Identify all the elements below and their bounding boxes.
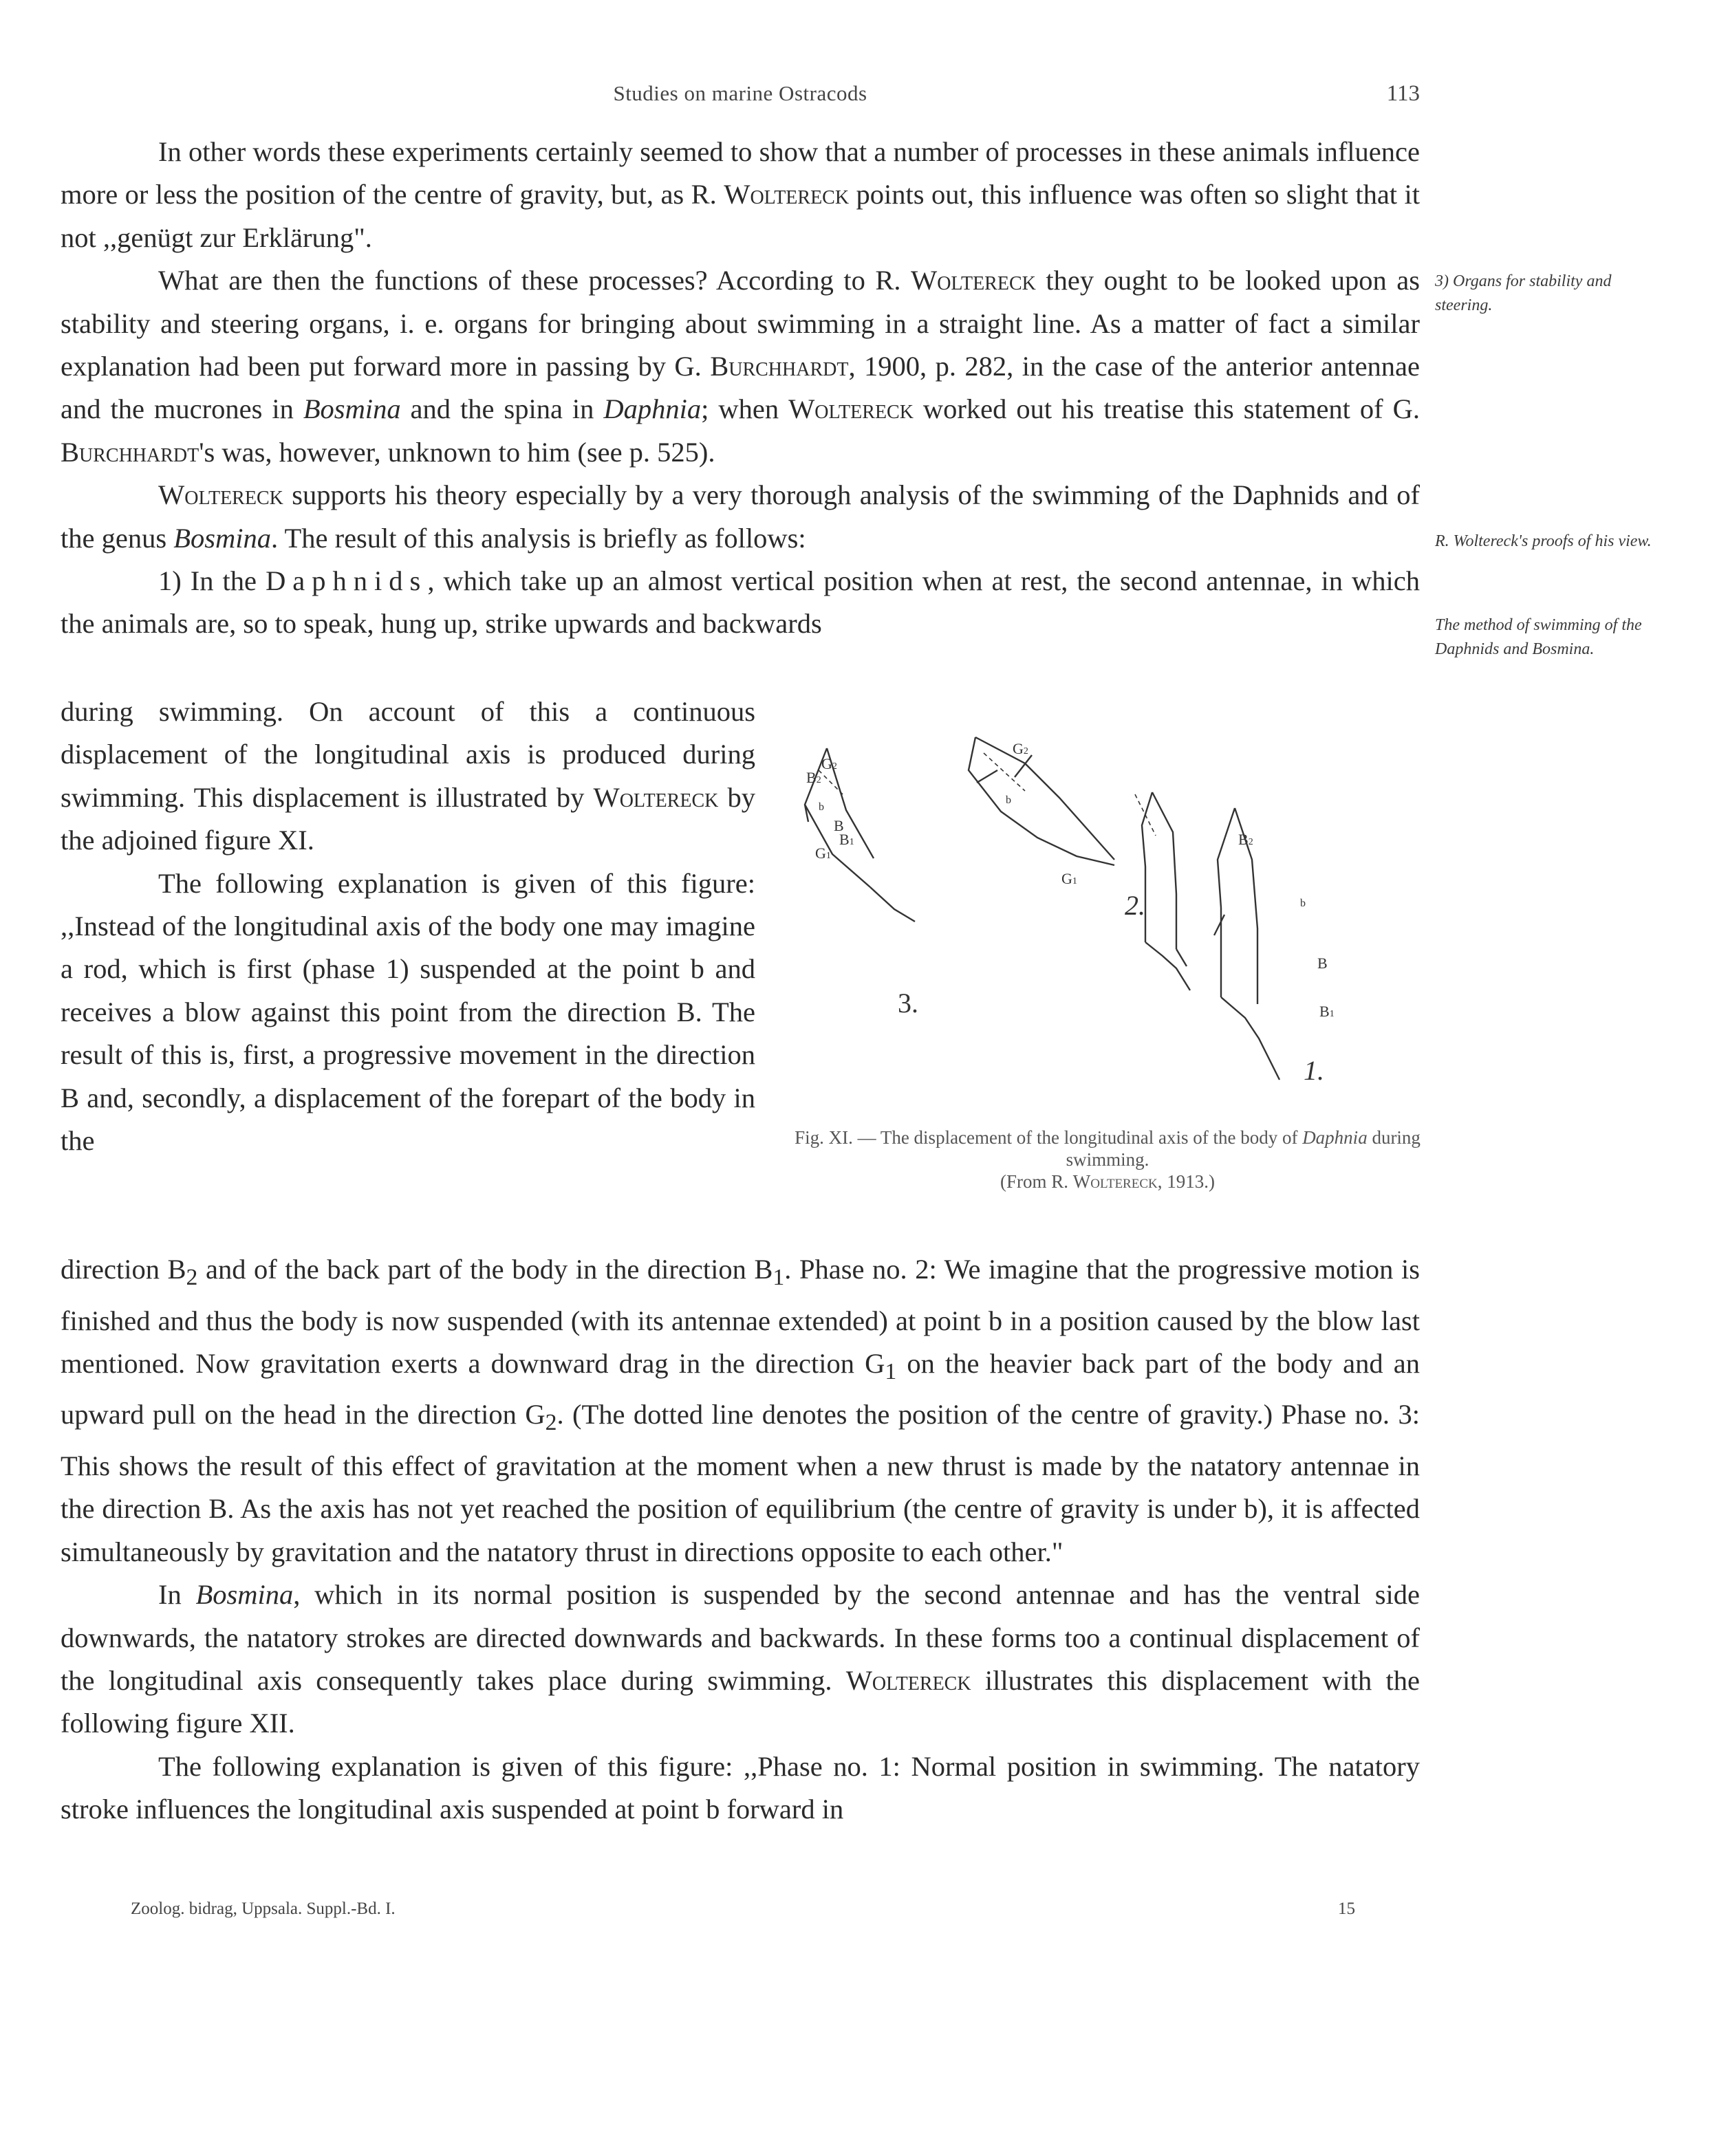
label-b-phase1: b <box>1300 897 1306 909</box>
running-title: Studies on marine Ostracods <box>613 81 867 105</box>
cog-line-3 <box>819 770 843 794</box>
paragraph: Woltereck supports his theory especially by a very thorough analysis of the swimming of the Daphnids and of the genus Bosmina. The result of this analysis is briefly as follows: <box>61 479 1420 554</box>
text-block-beside-figure <box>61 690 755 1162</box>
running-header <box>61 81 1420 116</box>
label-b1-phase1: B1 <box>1319 1003 1335 1020</box>
paragraph: The following explanation is given of this figure: ,,Instead of the longitudinal axis of the body one may imagine a rod, which is first (phase 1) suspended at the point b and receives a blow against this point from the direction B. The result of this is, first, a progressive movement in the direction B and, secondly, a displacement of the forepart of the body in the <box>61 867 755 1157</box>
figure-xi <box>791 729 1424 1114</box>
label-b1-phase3: B1 <box>839 831 854 848</box>
margin-note-proofs: R. Woltereck's proofs of his view. <box>1435 532 1652 550</box>
label-g1-phase3: G1 <box>815 845 831 862</box>
label-g1-phase2: G1 <box>1061 870 1077 887</box>
text-block-bottom <box>61 1248 1420 1831</box>
page-footer <box>131 1899 1355 1919</box>
label-g2-phase2: G2 <box>1013 740 1028 757</box>
label-b-phase1-right: B <box>1317 955 1328 972</box>
phase-1-label: 1. <box>1304 1055 1324 1086</box>
journal-line: Zoolog. bidrag, Uppsala. Suppl.-Bd. I. <box>131 1899 396 1918</box>
paragraph: 1) In the Daphnids, which take up an almost vertical position when at rest, the second antennae, in which the animals are, so to speak, hung up, strike upwards and backwards <box>61 565 1421 640</box>
text-block-top <box>61 131 1420 646</box>
page-number: 113 <box>1386 81 1420 106</box>
label-bv-phase3: B <box>834 817 844 834</box>
phase-3-label: 3. <box>898 988 918 1019</box>
figure-caption <box>791 1126 1424 1193</box>
label-b2-phase1: B2 <box>1238 831 1253 848</box>
label-b-phase3: b <box>819 801 824 813</box>
cog-line-1 <box>1135 794 1156 836</box>
paragraph: The following explanation is given of this figure: ,,Phase no. 1: Normal position in swimming. The natatory stroke influences the longitudinal axis suspended at point b forward in <box>61 1750 1420 1825</box>
phase-2-label: 2. <box>1125 890 1145 921</box>
signature-mark: 15 <box>1338 1899 1355 1918</box>
phase-2-rod <box>969 737 1114 865</box>
paragraph: What are then the functions of these processes? According to R. Woltereck they ought to be looked upon as stability and steering organs, i. e. organs for bringing about swimming in a straight line. As a matter of fact a similar explanation had been put forward more in passing by G. Burchhardt, 1900, p. 282, in the case of the anterior antennae and the mucrones in Bosmina and the spina in Daphnia; when Woltereck worked out his treatise this statement of G. Burchhardt's was, however, unknown to him (see p. 525). <box>61 265 1421 468</box>
caption-line-1: Fig. XI. — The displacement of the longitudinal axis of the body of Daphnia during swimming. <box>795 1127 1421 1170</box>
phase-3-rod <box>805 748 915 922</box>
paragraph: direction $B_2$ and of the back part of the body in the direction $B_1$. Phase no. 2: We imagine that the progressive motion is finished and thus the body is now suspended (with its antennae extended) at point b in a position caused by the blow last mentioned. Now gravitation exerts a downward drag in the direction $G_1$ on the heavier back part of the body and an upward pull on the head in the direction $G_2$. (The dotted line denotes the position of the centre of gravity.) Phase no. 3: This shows the result of this effect of gravitation at the moment when a new thrust is made by the natatory antennae in the direction B. As the axis has not yet reached the position of equilibrium (the centre of gravity is under b), it is affected simultaneously by gravitation and the natatory thrust in directions opposite to each other." <box>61 1254 1420 1567</box>
label-g2-phase3: G2 <box>821 755 837 772</box>
paragraph: In Bosmina, which in its normal position is suspended by the second antennae and has the ventral side downwards, the natatory strokes are directed downwards and backwards. In these forms too a continual displacement of the longitudinal axis consequently takes place during swimming. Woltereck illustrates this displacement with the following figure XII. <box>61 1579 1420 1739</box>
paragraph: during swimming. On account of this a continuous displacement of the longitudinal axis is produced during swimming. This displacement is illustrated by Woltereck by the adjoined figure XI. <box>61 696 756 856</box>
caption-line-2: (From R. Woltereck, 1913.) <box>1000 1171 1215 1192</box>
figure-xi-drawing <box>791 729 1424 1114</box>
label-b-phase2: b <box>1006 794 1011 806</box>
label-b2-phase3: B2 <box>806 769 821 786</box>
margin-note-method: The method of swimming of the Daphnids and Bosmina. <box>1435 616 1642 658</box>
paragraph: In other words these experiments certainly seemed to show that a number of processes in these animals influence more or less the position of the centre of gravity, but, as R. Woltereck points out, this influence was often so slight that it not ,,genügt zur Erklärung". <box>61 136 1421 253</box>
margin-note-organs: 3) Organs for stability and steering. <box>1435 272 1612 314</box>
